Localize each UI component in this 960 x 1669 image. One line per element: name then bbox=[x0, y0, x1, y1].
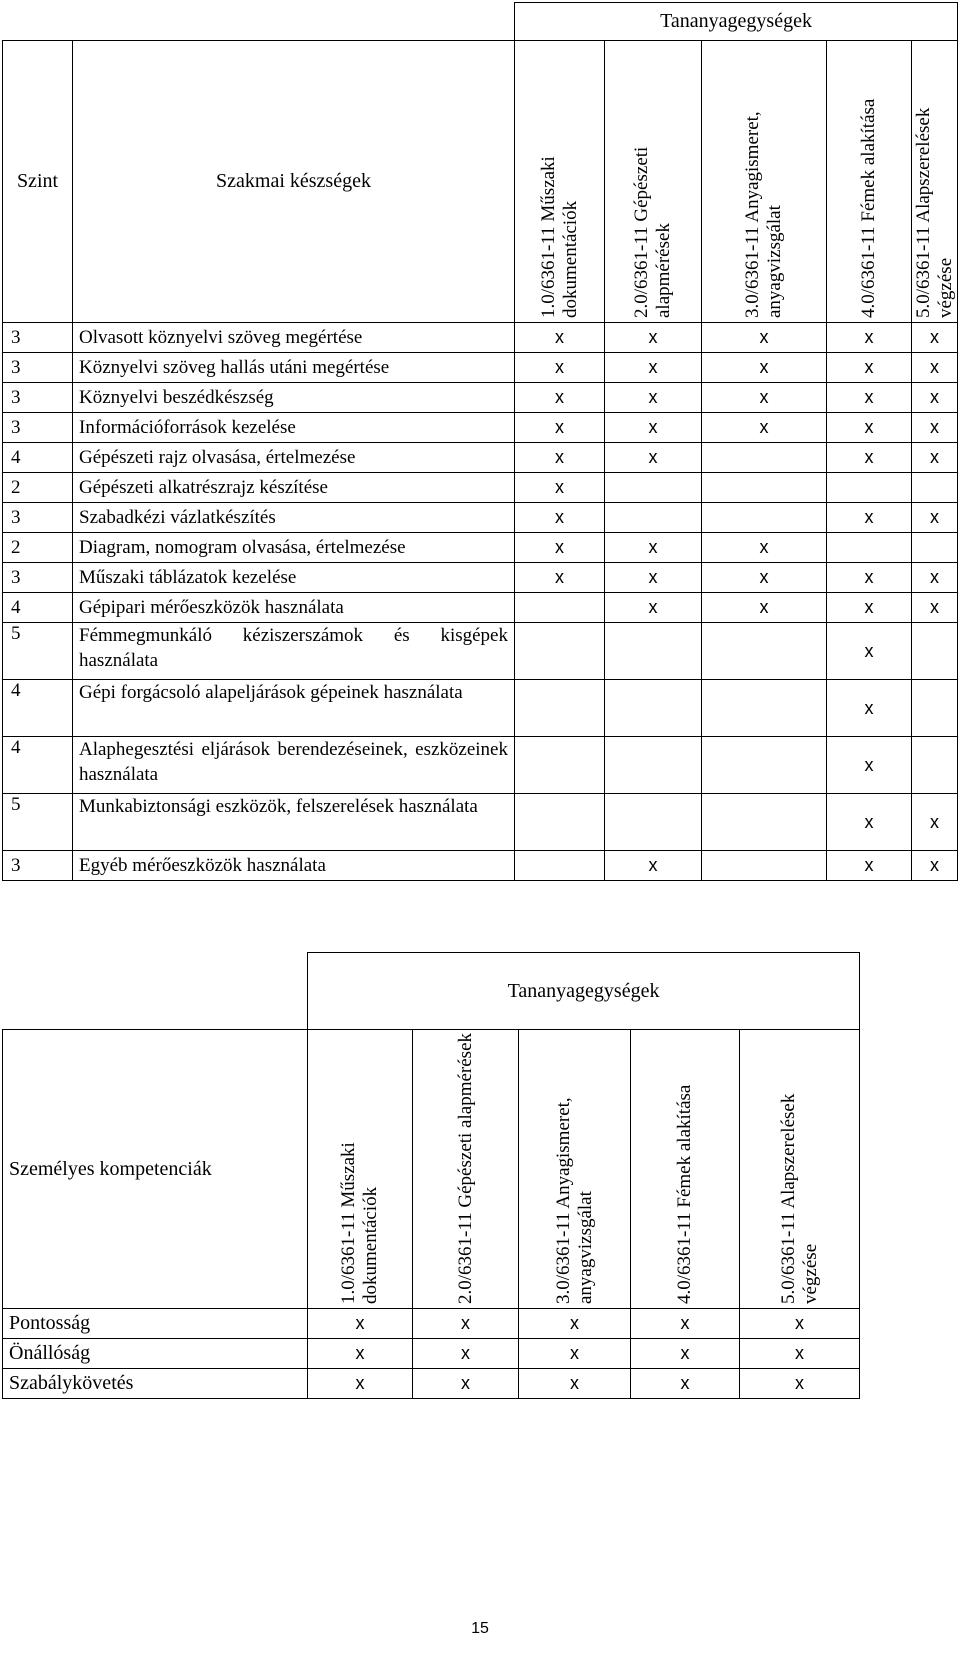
level-header: Szint bbox=[3, 41, 73, 323]
module-mark: x bbox=[912, 563, 958, 593]
table-row bbox=[3, 737, 958, 794]
module-mark: x bbox=[740, 1309, 860, 1339]
module-mark: x bbox=[827, 851, 912, 881]
module-mark: x bbox=[413, 1339, 519, 1369]
table-row bbox=[3, 680, 958, 737]
module-mark: x bbox=[827, 383, 912, 413]
skill-level: 3 bbox=[3, 851, 73, 881]
module-mark: x bbox=[515, 323, 605, 353]
module-mark: x bbox=[631, 1309, 740, 1339]
skill-name: Gépészeti rajz olvasása, értelmezése bbox=[73, 443, 515, 473]
module-mark: x bbox=[308, 1369, 413, 1399]
module-header: 5.0/6361-11 Alapszerelések végzése bbox=[777, 1093, 821, 1304]
module-mark: x bbox=[515, 473, 605, 503]
module-mark bbox=[515, 851, 605, 881]
module-mark: x bbox=[912, 353, 958, 383]
module-mark: x bbox=[702, 353, 827, 383]
table-row bbox=[3, 1339, 860, 1369]
skill-name: Műszaki táblázatok kezelése bbox=[73, 563, 515, 593]
module-mark: x bbox=[702, 593, 827, 623]
module-mark bbox=[605, 794, 702, 851]
module-mark: x bbox=[515, 353, 605, 383]
module-mark: x bbox=[827, 794, 912, 851]
module-mark: x bbox=[308, 1339, 413, 1369]
module-mark: x bbox=[605, 383, 702, 413]
module-mark: x bbox=[519, 1339, 631, 1369]
group-header: Tananyagegységek bbox=[515, 3, 958, 41]
module-mark: x bbox=[740, 1369, 860, 1399]
skill-name: Köznyelvi beszédkészség bbox=[73, 383, 515, 413]
module-mark: x bbox=[702, 323, 827, 353]
module-mark bbox=[605, 737, 702, 794]
competence-header: Személyes kompetenciák bbox=[3, 1030, 308, 1309]
module-mark bbox=[912, 737, 958, 794]
module-mark bbox=[515, 737, 605, 794]
module-mark: x bbox=[827, 443, 912, 473]
module-mark bbox=[702, 794, 827, 851]
skill-level: 2 bbox=[3, 533, 73, 563]
module-mark: x bbox=[827, 593, 912, 623]
module-header: 2.0/6361-11 Gépészeti alapmérések bbox=[454, 1032, 476, 1304]
module-mark: x bbox=[605, 593, 702, 623]
module-mark: x bbox=[827, 413, 912, 443]
module-mark bbox=[605, 623, 702, 680]
skill-level: 3 bbox=[3, 503, 73, 533]
module-mark: x bbox=[702, 413, 827, 443]
module-mark bbox=[515, 593, 605, 623]
table-row bbox=[3, 323, 958, 353]
module-mark bbox=[605, 473, 702, 503]
module-mark: x bbox=[740, 1339, 860, 1369]
skills-header: Szakmai készségek bbox=[73, 41, 515, 323]
module-mark: x bbox=[308, 1309, 413, 1339]
skill-name: Egyéb mérőeszközök használata bbox=[73, 851, 515, 881]
module-mark: x bbox=[605, 533, 702, 563]
module-mark: x bbox=[519, 1369, 631, 1399]
page-number: 15 bbox=[471, 1620, 489, 1637]
module-mark bbox=[702, 680, 827, 737]
table-row bbox=[3, 353, 958, 383]
table-row bbox=[3, 794, 958, 851]
module-mark: x bbox=[605, 443, 702, 473]
module-mark bbox=[702, 473, 827, 503]
module-mark: x bbox=[515, 443, 605, 473]
module-mark: x bbox=[702, 383, 827, 413]
skill-level: 3 bbox=[3, 413, 73, 443]
module-mark: x bbox=[515, 563, 605, 593]
module-mark bbox=[912, 533, 958, 563]
competence-name: Szabálykövetés bbox=[3, 1369, 308, 1399]
table-row bbox=[3, 593, 958, 623]
module-mark bbox=[702, 737, 827, 794]
module-mark: x bbox=[631, 1339, 740, 1369]
skill-name: Információforrások kezelése bbox=[73, 413, 515, 443]
group-header-row bbox=[3, 3, 958, 41]
skill-name: Köznyelvi szöveg hallás utáni megértése bbox=[73, 353, 515, 383]
module-mark: x bbox=[515, 503, 605, 533]
module-mark bbox=[702, 851, 827, 881]
module-mark bbox=[702, 503, 827, 533]
skill-level: 4 bbox=[3, 737, 73, 794]
skill-level: 3 bbox=[3, 323, 73, 353]
module-mark: x bbox=[605, 353, 702, 383]
module-mark bbox=[515, 794, 605, 851]
module-mark: x bbox=[912, 383, 958, 413]
table-row bbox=[3, 533, 958, 563]
skill-name: Diagram, nomogram olvasása, értelmezése bbox=[73, 533, 515, 563]
module-mark: x bbox=[605, 851, 702, 881]
skill-level: 5 bbox=[3, 794, 73, 851]
professional-skills-table bbox=[2, 2, 958, 881]
module-mark: x bbox=[912, 593, 958, 623]
module-mark: x bbox=[605, 413, 702, 443]
module-mark: x bbox=[827, 353, 912, 383]
module-mark: x bbox=[515, 533, 605, 563]
module-mark: x bbox=[912, 323, 958, 353]
skill-level: 4 bbox=[3, 680, 73, 737]
group-header-row bbox=[3, 953, 860, 1030]
skill-name: Alaphegesztési eljárások berendezéseinek, eszközeinek használata bbox=[73, 737, 515, 794]
module-header: 5.0/6361-11 Alapszerelések végzése bbox=[912, 107, 956, 318]
skill-name: Fémmegmunkáló kéziszerszámok és kisgépek használata bbox=[73, 623, 515, 680]
module-mark: x bbox=[515, 413, 605, 443]
skill-name: Olvasott köznyelvi szöveg megértése bbox=[73, 323, 515, 353]
module-header: 1.0/6361-11 Műszaki dokumentációk bbox=[537, 156, 581, 318]
module-mark: x bbox=[912, 443, 958, 473]
module-mark bbox=[827, 473, 912, 503]
skill-level: 5 bbox=[3, 623, 73, 680]
table-row bbox=[3, 473, 958, 503]
module-header-row bbox=[3, 41, 958, 323]
table-row bbox=[3, 623, 958, 680]
competence-name: Önállóság bbox=[3, 1339, 308, 1369]
table-row bbox=[3, 851, 958, 881]
module-mark: x bbox=[827, 503, 912, 533]
skill-level: 4 bbox=[3, 593, 73, 623]
table-row bbox=[3, 443, 958, 473]
module-header: 3.0/6361-11 Anyagismeret, anyagvizsgálat bbox=[742, 111, 785, 318]
module-mark: x bbox=[413, 1369, 519, 1399]
module-mark bbox=[702, 623, 827, 680]
module-mark: x bbox=[605, 563, 702, 593]
module-mark: x bbox=[912, 503, 958, 533]
skill-level: 3 bbox=[3, 563, 73, 593]
group-header: Tananyagegységek bbox=[308, 953, 860, 1030]
module-header: 2.0/6361-11 Gépészeti alapmérések bbox=[631, 146, 674, 318]
module-mark: x bbox=[702, 563, 827, 593]
table-row bbox=[3, 563, 958, 593]
module-mark bbox=[515, 680, 605, 737]
module-header: 3.0/6361-11 Anyagismeret, anyagvizsgálat bbox=[552, 1097, 596, 1304]
module-mark: x bbox=[827, 737, 912, 794]
skill-level: 3 bbox=[3, 353, 73, 383]
module-mark: x bbox=[912, 413, 958, 443]
table-row bbox=[3, 413, 958, 443]
module-mark: x bbox=[912, 851, 958, 881]
module-header: 4.0/6361-11 Fémek alakítása bbox=[858, 98, 879, 318]
module-header: 4.0/6361-11 Fémek alakítása bbox=[674, 1084, 695, 1304]
module-mark bbox=[912, 473, 958, 503]
module-mark: x bbox=[519, 1309, 631, 1339]
table-row bbox=[3, 503, 958, 533]
skill-level: 3 bbox=[3, 383, 73, 413]
module-mark bbox=[912, 680, 958, 737]
module-mark: x bbox=[827, 323, 912, 353]
module-header: 1.0/6361-11 Műszaki dokumentációk bbox=[338, 1142, 381, 1304]
skill-name: Gépi forgácsoló alapeljárások gépeinek használata bbox=[73, 680, 515, 737]
table-row bbox=[3, 1369, 860, 1399]
skill-level: 4 bbox=[3, 443, 73, 473]
module-mark bbox=[912, 623, 958, 680]
module-header-row bbox=[3, 1030, 860, 1309]
module-mark: x bbox=[702, 533, 827, 563]
module-mark bbox=[515, 623, 605, 680]
table-row bbox=[3, 1309, 860, 1339]
module-mark bbox=[827, 533, 912, 563]
competence-name: Pontosság bbox=[3, 1309, 308, 1339]
skill-level: 2 bbox=[3, 473, 73, 503]
skill-name: Szabadkézi vázlatkészítés bbox=[73, 503, 515, 533]
module-mark: x bbox=[827, 563, 912, 593]
module-mark bbox=[605, 680, 702, 737]
skill-name: Gépészeti alkatrészrajz készítése bbox=[73, 473, 515, 503]
module-mark: x bbox=[912, 794, 958, 851]
table-row bbox=[3, 383, 958, 413]
module-mark: x bbox=[515, 383, 605, 413]
module-mark: x bbox=[413, 1309, 519, 1339]
module-mark: x bbox=[631, 1369, 740, 1399]
skill-name: Munkabiztonsági eszközök, felszerelések használata bbox=[73, 794, 515, 851]
module-mark bbox=[702, 443, 827, 473]
personal-competences-table bbox=[2, 952, 860, 1399]
module-mark: x bbox=[827, 623, 912, 680]
skill-name: Gépipari mérőeszközök használata bbox=[73, 593, 515, 623]
module-mark bbox=[605, 503, 702, 533]
module-mark: x bbox=[605, 323, 702, 353]
module-mark: x bbox=[827, 680, 912, 737]
